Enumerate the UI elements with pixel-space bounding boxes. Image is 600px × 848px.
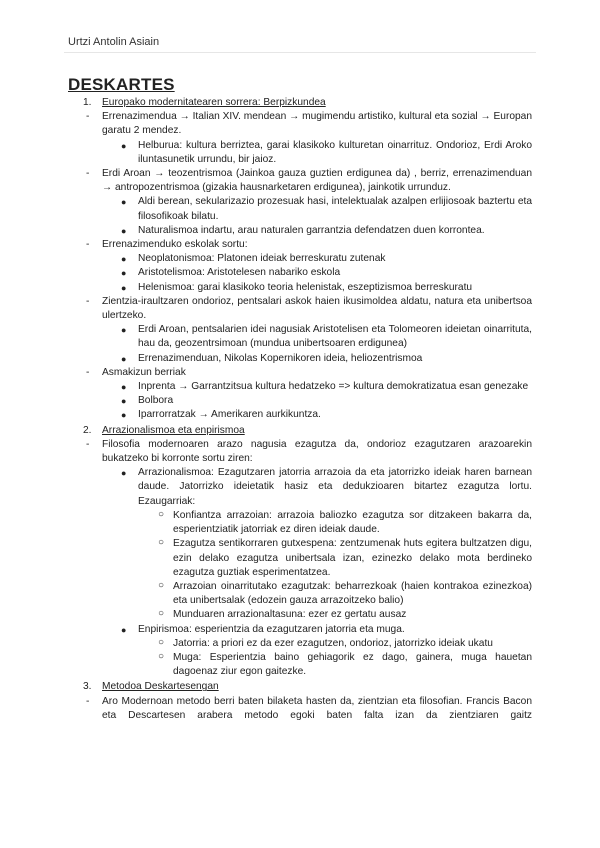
bullet-item: ● Erdi Aroan, pentsalarien idei nagusiak Aristotelisen eta Tolomeoren ideietan oinarrituta, hau da, geozentrsimoan (mundua unibertsoaren erdigunea) bbox=[121, 324, 532, 350]
dash-marker: - bbox=[86, 168, 90, 180]
sub-bullet-item: ○ Konfiantza arrazoian: arrazoia baliozko ezagutza sor ditzakeen bakarra da, esperientziatik jatorriak ez diren ideiak daude. bbox=[158, 508, 532, 536]
section-title: Arrazionalismoa eta enpirismoa bbox=[102, 424, 245, 436]
bullet-item: ● Arrazionalismoa: Ezagutzaren jatorria arrazoia da eta jatorrizko ideiak haren barnean daude. Jatorrizko ideietatik hasiz eta dedukzioaren bitartez ezagutza lortu. Ezaugarriak: bbox=[121, 467, 532, 507]
bullet-item: ● Bolbora bbox=[68, 394, 532, 408]
bullet-icon: ● bbox=[121, 225, 127, 236]
sub-bullet-item: ○ Muga: Esperientzia baino gehiagorik ez dago, gainera, muga hauetan dagoenaz ziur egon gaitezke. bbox=[158, 650, 532, 678]
dash-marker: - bbox=[86, 239, 90, 251]
circle-bullet-icon: ○ bbox=[158, 579, 165, 591]
bullet-item: ● Enpirismoa: esperientzia da ezagutzaren jatorria eta muga. bbox=[68, 623, 532, 637]
section-title: Europako modernitatearen sorrera: Berpizkundea bbox=[102, 97, 326, 108]
bullet-item: ● Errenazimenduan, Nikolas Kopernikoren ideia, heliozentrismoa bbox=[68, 352, 532, 366]
bullet-icon: ● bbox=[121, 282, 127, 293]
section-title: Metodoa Deskartesengan bbox=[102, 681, 219, 693]
sub-bullet-item: ○ Munduaren arrazionaltasuna: ezer ez gertatu ausaz bbox=[158, 608, 407, 621]
circle-bullet-icon: ○ bbox=[158, 650, 165, 662]
circle-bullet-icon: ○ bbox=[158, 608, 165, 620]
section-heading bbox=[68, 96, 532, 110]
bullet-icon: ● bbox=[121, 268, 127, 279]
bullet-item: ● Helburua: kultura berriztea, garai klasikoko kulturetan oinarrituz. Ondorioz, Erdi Aroko iluntasunetik urrundu, bir jaioz. bbox=[121, 139, 532, 165]
bullet-item: ● Aldi berean, sekularizazio prozesuak hasi, intelektualak azalpen erlijiosoak baztertu eta filosofikoak bilatu. bbox=[121, 196, 532, 222]
bullet-icon: ● bbox=[121, 254, 127, 265]
sub-bullet-item: ○ Arrazoian oinarritutako ezagutzak: beharrezkoak (haien kontrakoa ezinezkoa) eta unibertsalak (edozein gauza arrazoitzeko balio) bbox=[158, 579, 532, 607]
bullet-item: ● Iparrorratzak → Amerikaren aurkikuntza. bbox=[68, 408, 532, 422]
document-body bbox=[68, 95, 532, 723]
section-heading bbox=[68, 680, 532, 694]
circle-bullet-icon: ○ bbox=[158, 636, 165, 648]
bullet-item: ● Inprenta → Garrantzitsua kultura hedatzeko => kultura demokratizatua esan genezake bbox=[68, 380, 532, 394]
bullet-item: ● Neoplatonismoa: Platonen ideiak berreskuratu zutenak bbox=[68, 252, 532, 266]
bullet-icon: ● bbox=[121, 197, 127, 208]
bullet-item: ● Naturalismoa indartu, arau naturalen garrantzia defendatzen duen korrontea. bbox=[68, 224, 532, 238]
section-number: 1. bbox=[83, 97, 92, 108]
bullet-item: ● Helenismoa: garai klasikoko teoria helenistak, eszeptizismoa berreskuratu bbox=[68, 281, 532, 295]
list-item: - Erdi Aroan → teozentrismoa (Jainkoa gauza guztien erdigunea da) , berriz, errenazimenduan → antropozentrismoa (gizakia hausnarketaren erdigunea), jainkotik urrunduz. bbox=[86, 168, 532, 194]
bullet-icon: ● bbox=[121, 140, 127, 151]
bullet-icon: ● bbox=[121, 325, 127, 336]
bullet-icon: ● bbox=[121, 410, 127, 421]
header-divider bbox=[64, 52, 536, 53]
bullet-icon: ● bbox=[121, 396, 127, 407]
list-item: - Errenazimenduko eskolak sortu: bbox=[68, 238, 532, 252]
dash-marker: - bbox=[86, 111, 90, 123]
document-title: DESKARTES bbox=[68, 75, 175, 94]
bullet-item: ● Aristotelismoa: Aristotelesen nabariko eskola bbox=[68, 266, 532, 280]
sub-bullet-item: ○ Jatorria: a priori ez da ezer ezagutzen, ondorioz, jatorrizko ideiak ukatu bbox=[158, 636, 493, 649]
document-header-author: Urtzi Antolin Asiain bbox=[68, 36, 160, 48]
list-item: - Zientzia-iraultzaren ondorioz, pentsalari askok haien ikusimoldea aldatu, natura eta unibertsoa ulertzeko. bbox=[86, 295, 532, 322]
circle-bullet-icon: ○ bbox=[158, 508, 165, 520]
list-item: - Errenazimendua → Italian XIV. mendean → mugimendu artistiko, kultural eta sozial → Europan garatu 2 mendez. bbox=[86, 111, 532, 137]
bullet-icon: ● bbox=[121, 624, 127, 635]
section-heading bbox=[68, 424, 532, 438]
bullet-icon: ● bbox=[121, 382, 127, 393]
section-number: 3. bbox=[83, 681, 92, 693]
list-item: - Aro Modernoan metodo berri baten bilaketa hasten da, zientzian eta filosofian. Francis Bacon eta Descartesen arabera metodo egoki baten falta izan da zientziaren gaitz bbox=[86, 695, 532, 721]
section-number: 2. bbox=[83, 424, 92, 436]
bullet-icon: ● bbox=[121, 468, 127, 479]
dash-marker: - bbox=[86, 366, 90, 378]
list-item: - Filosofia modernoaren arazo nagusia ezagutza da, ondorioz ezagutzaren arazoarekin bukatzeko bi korronte sortu ziren: bbox=[86, 438, 532, 465]
circle-bullet-icon: ○ bbox=[158, 537, 165, 549]
dash-marker: - bbox=[86, 438, 90, 450]
sub-bullet-item: ○ Ezagutza sentikorraren gutxespena: zentzumenak huts egitera bultzatzen digu, ezin delako ezagutza unibertsala izan, ezinezko delako mota berdineko ezagutza guztiak esperimentatzea. bbox=[158, 537, 532, 578]
list-item: - Asmakizun berriak bbox=[68, 366, 532, 380]
dash-marker: - bbox=[86, 295, 90, 307]
dash-marker: - bbox=[86, 695, 90, 707]
bullet-icon: ● bbox=[121, 353, 127, 364]
